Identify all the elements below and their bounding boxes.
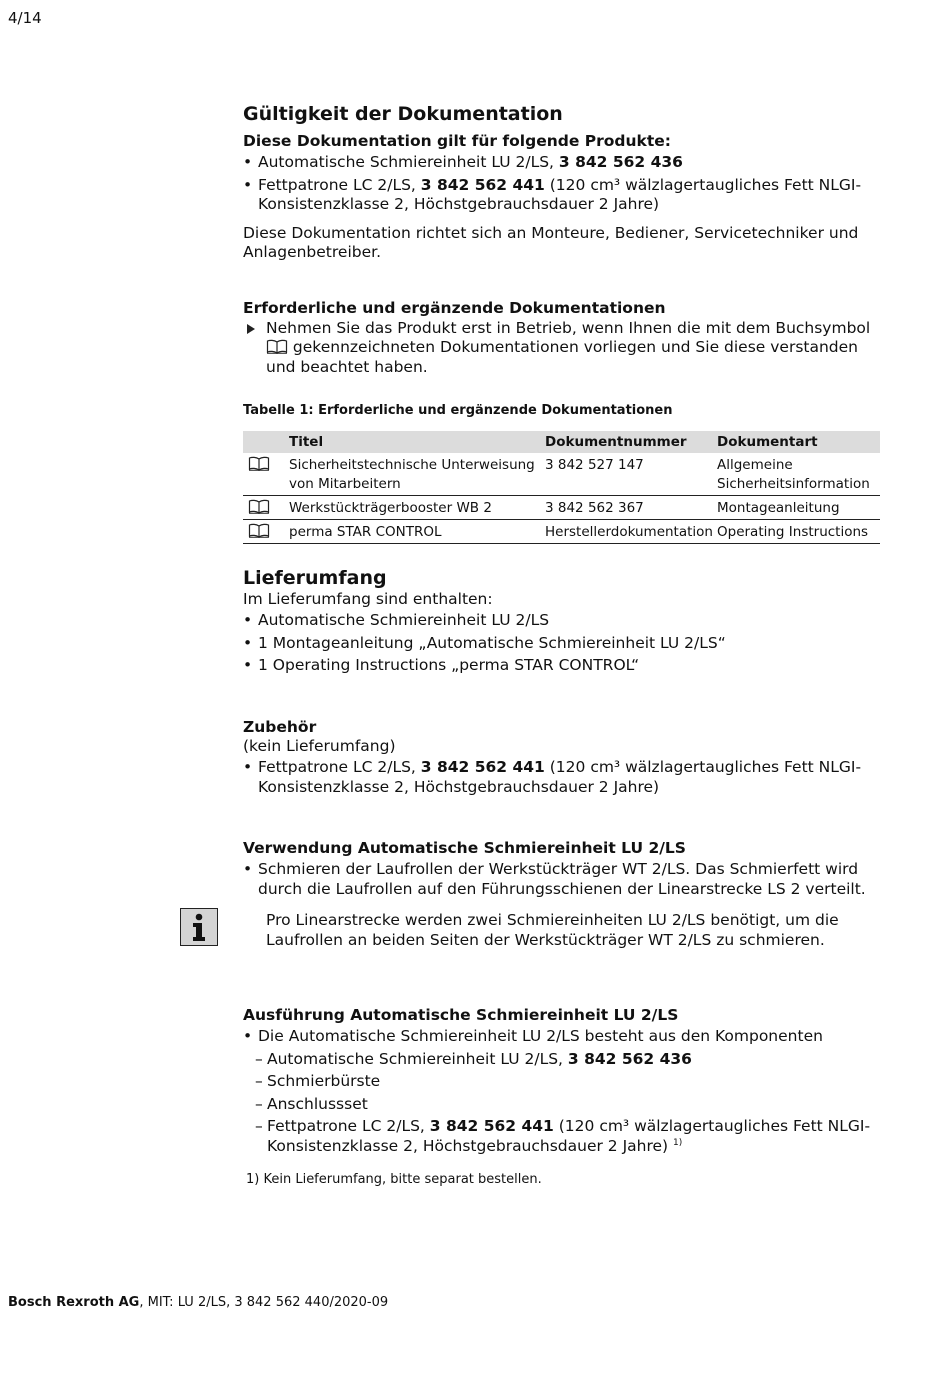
list-item: – Automatische Schmiereinheit LU 2/LS, 3 842 562 436 (255, 1050, 881, 1070)
triangle-right-icon (247, 324, 255, 334)
table-row (243, 453, 880, 496)
table-cell: perma STAR CONTROL (289, 519, 545, 543)
list-item: • Fettpatrone LC 2/LS, 3 842 562 441 (120 cm³ wälzlagertaugliches Fett NLGI-Konsistenzklasse 2, Höchstgebrauchsdauer 2 Jahre) (243, 758, 881, 797)
section-heading-design: Ausführung Automatische Schmiereinheit LU 2/LS (243, 1006, 679, 1024)
list-item: • Schmieren der Laufrollen der Werkstückträger WT 2/LS. Das Schmierfett wird durch die Laufrollen auf den Führungsschienen der Linearstrecke LS 2 verteilt. (243, 860, 881, 899)
footnote-marker: 1) (673, 1137, 683, 1148)
page-footer (8, 1295, 388, 1310)
audience-text: Diese Dokumentation richtet sich an Monteure, Bediener, Servicetechniker und Anlagenbetreiber. (243, 223, 859, 261)
book-icon (248, 523, 270, 538)
table-header-docnumber: Dokumentnummer (545, 431, 717, 453)
table-cell: Werkstückträgerbooster WB 2 (289, 495, 545, 519)
list-item: • 1 Operating Instructions „perma STAR CONTROL“ (243, 656, 881, 676)
accessories-list (243, 758, 881, 797)
footer-company: Bosch Rexroth AG (8, 1295, 140, 1310)
list-item: – Schmierbürste (255, 1072, 881, 1092)
validity-product-list (243, 153, 881, 215)
accessories-note: (kein Lieferumfang) (243, 736, 396, 755)
book-icon (266, 339, 288, 354)
info-note-text: Pro Linearstrecke werden zwei Schmiereinheiten LU 2/LS benötigt, um die Laufrollen an beiden Seiten der Werkstückträger WT 2/LS zu schmieren. (266, 911, 839, 949)
table-cell: Montageanleitung (717, 495, 880, 519)
table-header-row (243, 431, 880, 453)
list-item: • 1 Montageanleitung „Automatische Schmiereinheit LU 2/LS“ (243, 634, 881, 654)
documentation-table (243, 431, 880, 544)
table-header-doctype: Dokumentart (717, 431, 880, 453)
section-heading-usage: Verwendung Automatische Schmiereinheit LU 2/LS (243, 839, 686, 857)
scope-intro: Im Lieferumfang sind enthalten: (243, 589, 493, 608)
table-cell: Herstellerdokumentation (545, 519, 717, 543)
footnote: 1) Kein Lieferumfang, bitte separat bestellen. (246, 1172, 542, 1187)
design-component-list (255, 1050, 881, 1157)
table-header-title: Titel (289, 431, 545, 453)
book-icon (248, 499, 270, 514)
table-caption: Tabelle 1: Erforderliche und ergänzende Dokumentationen (243, 403, 673, 418)
list-item: – Anschlussset (255, 1095, 881, 1115)
table-row (243, 519, 880, 543)
section-heading-validity: Gültigkeit der Dokumentation (243, 103, 563, 125)
book-icon (248, 456, 270, 471)
table-cell: Operating Instructions (717, 519, 880, 543)
list-item: • Automatische Schmiereinheit LU 2/LS (243, 611, 881, 631)
page-number: 4/14 (8, 9, 42, 27)
scope-list (243, 611, 881, 676)
section-heading-accessories: Zubehör (243, 717, 317, 736)
section-heading-required-docs: Erforderliche und ergänzende Dokumentationen (243, 298, 666, 317)
list-item: • Die Automatische Schmiereinheit LU 2/LS besteht aus den Komponenten (243, 1027, 881, 1047)
validity-subheading: Diese Dokumentation gilt für folgende Produkte: (243, 132, 671, 150)
table-cell: 3 842 527 147 (545, 453, 717, 496)
section-heading-scope: Lieferumfang (243, 566, 387, 589)
list-item: • Automatische Schmiereinheit LU 2/LS, 3 842 562 436 (243, 153, 881, 173)
table-cell: Allgemeine Sicherheitsinformation (717, 453, 880, 496)
table-cell: Sicherheitstechnische Unterweisung von Mitarbeitern (289, 453, 545, 496)
list-item: • Fettpatrone LC 2/LS, 3 842 562 441 (120 cm³ wälzlagertaugliches Fett NLGI-Konsistenzklasse 2, Höchstgebrauchsdauer 2 Jahre) (243, 176, 881, 215)
action-instruction: Nehmen Sie das Produkt erst in Betrieb, wenn Ihnen die mit dem Buchsymbol gekennzeichneten Dokumentationen vorliegen und Sie diese verstanden und beachtet haben. (243, 319, 881, 378)
table-cell: 3 842 562 367 (545, 495, 717, 519)
footer-document-id: , MIT: LU 2/LS, 3 842 562 440/2020-09 (139, 1295, 389, 1310)
list-item: – Fettpatrone LC 2/LS, 3 842 562 441 (120 cm³ wälzlagertaugliches Fett NLGI-Konsistenzklasse 2, Höchstgebrauchsdauer 2 Jahre) $^{1)}$ (255, 1117, 881, 1156)
info-icon (180, 908, 218, 946)
design-list (243, 1027, 881, 1047)
usage-list (243, 860, 881, 899)
document-body (243, 102, 881, 1190)
table-row (243, 495, 880, 519)
